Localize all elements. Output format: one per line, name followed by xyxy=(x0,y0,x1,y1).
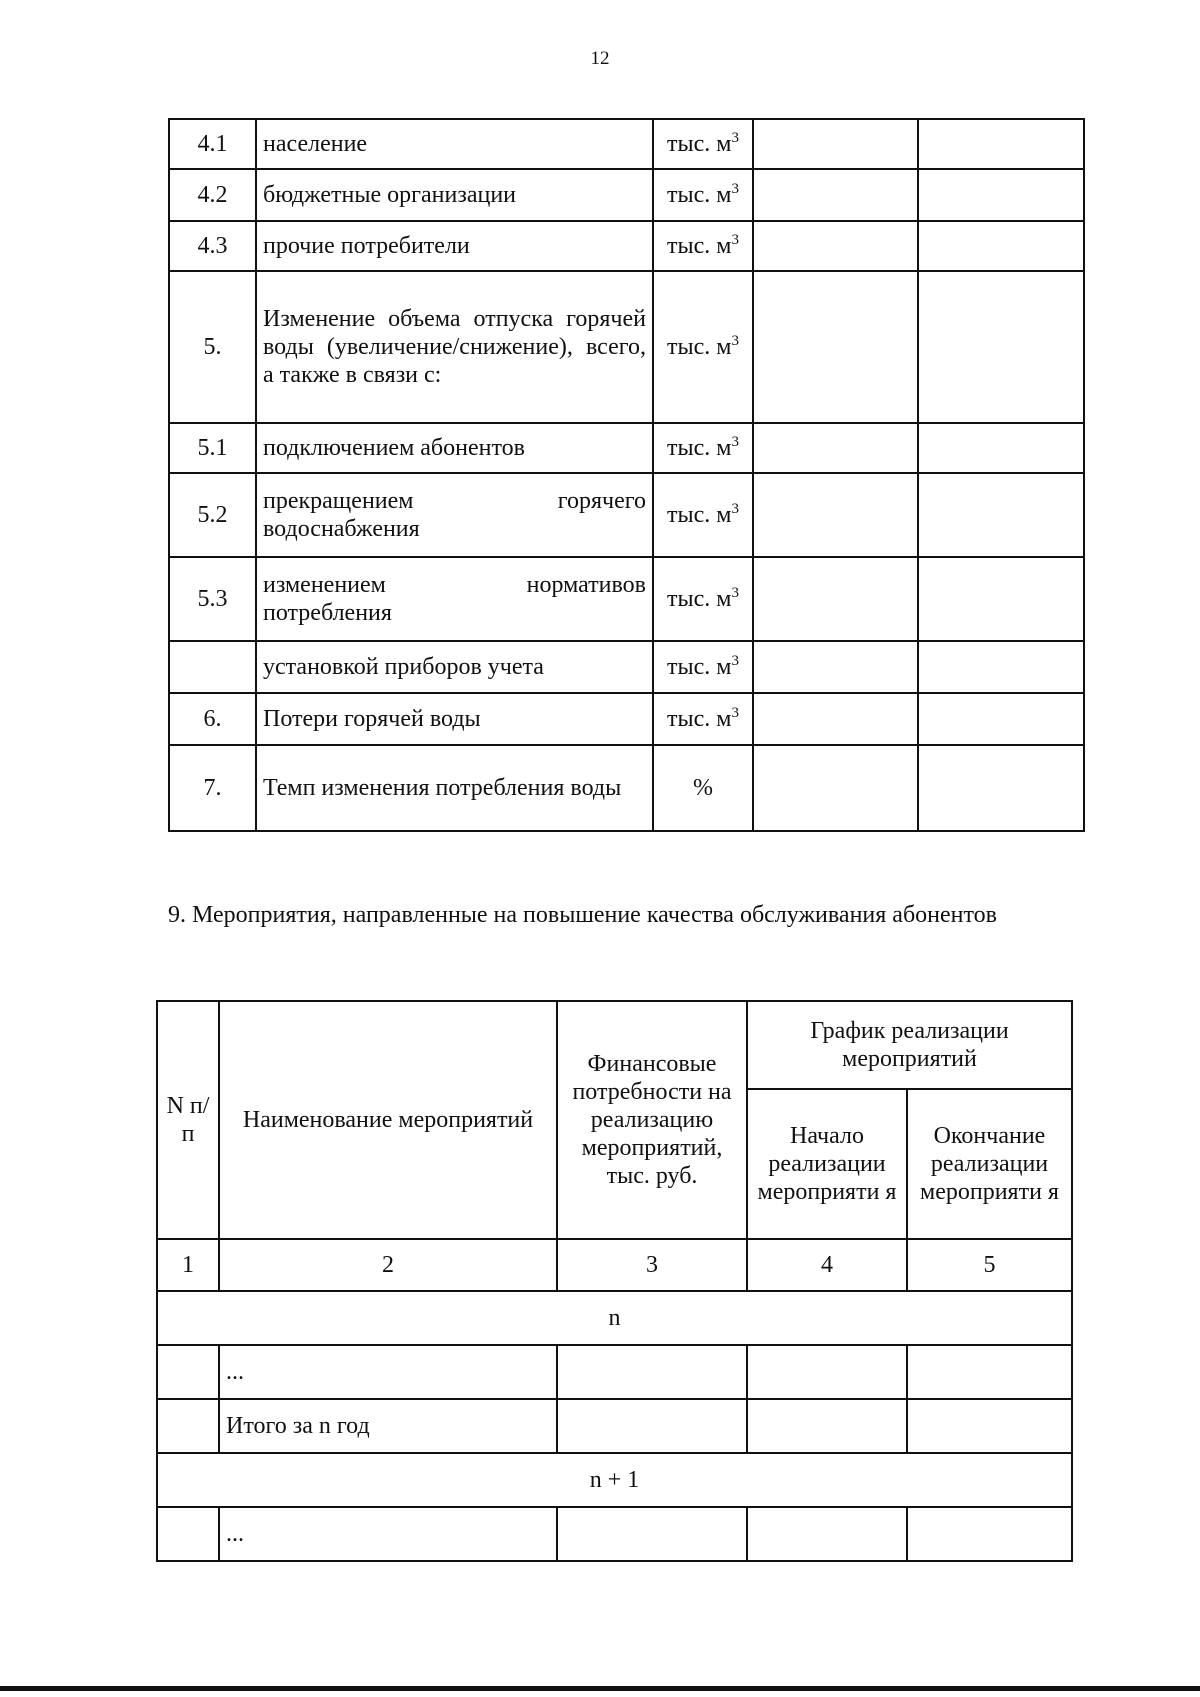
empty-cell xyxy=(753,423,918,473)
empty-cell xyxy=(753,271,918,423)
header-schedule: График реализации мероприятий xyxy=(747,1001,1072,1089)
empty-cell xyxy=(918,119,1084,169)
page-number: 12 xyxy=(590,48,610,69)
empty-cell xyxy=(557,1399,747,1453)
empty-cell xyxy=(918,693,1084,745)
column-number: 4 xyxy=(747,1239,907,1291)
column-number: 3 xyxy=(557,1239,747,1291)
empty-cell xyxy=(753,641,918,693)
empty-cell xyxy=(753,745,918,831)
row-unit: тыс. $м^3$ xyxy=(653,557,753,641)
row-name: население xyxy=(256,119,653,169)
group-row xyxy=(157,1453,1072,1507)
table-row xyxy=(169,271,1084,423)
table-row xyxy=(169,641,1084,693)
column-numbers-row xyxy=(157,1239,1072,1291)
table-row xyxy=(157,1507,1072,1561)
empty-cell xyxy=(918,221,1084,271)
table-row xyxy=(169,119,1084,169)
column-number: 2 xyxy=(219,1239,557,1291)
header-end: Окончание реализации мероприяти я xyxy=(907,1089,1072,1239)
empty-cell xyxy=(753,169,918,221)
row-name: подключением абонентов xyxy=(256,423,653,473)
row-number: 5. xyxy=(169,271,256,423)
row-name: Изменение объема отпуска горячей воды (увеличение/снижение), всего, а также в связи с: xyxy=(256,271,653,423)
empty-cell xyxy=(753,473,918,557)
water-consumption-table xyxy=(168,118,1085,832)
row-name: прочие потребители xyxy=(256,221,653,271)
row-name: установкой приборов учета xyxy=(256,641,653,693)
empty-cell xyxy=(557,1345,747,1399)
table-row xyxy=(169,693,1084,745)
empty-cell xyxy=(907,1507,1072,1561)
empty-cell xyxy=(747,1507,907,1561)
row-name: ... xyxy=(219,1345,557,1399)
row-number: 4.3 xyxy=(169,221,256,271)
table-row xyxy=(169,557,1084,641)
row-unit: тыс. $м^3$ xyxy=(653,473,753,557)
row-unit: тыс. $м^3$ xyxy=(653,641,753,693)
header-finance: Финансовые потребности на реализацию мероприятий, тыс. руб. xyxy=(557,1001,747,1239)
row-number: 4.1 xyxy=(169,119,256,169)
row-name: ... xyxy=(219,1507,557,1561)
empty-cell xyxy=(157,1345,219,1399)
row-unit: тыс. $м^3$ xyxy=(653,693,753,745)
empty-cell xyxy=(157,1399,219,1453)
table-row xyxy=(169,169,1084,221)
empty-cell xyxy=(907,1399,1072,1453)
empty-cell xyxy=(918,557,1084,641)
row-number: 6. xyxy=(169,693,256,745)
empty-cell xyxy=(918,473,1084,557)
row-name: изменением нормативов потребления xyxy=(256,557,653,641)
group-label: n + 1 xyxy=(157,1453,1072,1507)
column-number: 1 xyxy=(157,1239,219,1291)
header-num: N п/п xyxy=(157,1001,219,1239)
row-unit: тыс. $м^3$ xyxy=(653,423,753,473)
table-row xyxy=(169,473,1084,557)
empty-cell xyxy=(557,1507,747,1561)
empty-cell xyxy=(753,119,918,169)
header-start: Начало реализации мероприяти я xyxy=(747,1089,907,1239)
table-row xyxy=(169,221,1084,271)
row-name: Итого за n год xyxy=(219,1399,557,1453)
row-unit: тыс. $м^3$ xyxy=(653,119,753,169)
header-name: Наименование мероприятий xyxy=(219,1001,557,1239)
group-row xyxy=(157,1291,1072,1345)
row-number: 7. xyxy=(169,745,256,831)
measures-table xyxy=(156,1000,1073,1562)
row-unit: % xyxy=(653,745,753,831)
header-row xyxy=(157,1001,1072,1089)
row-name: Темп изменения потребления воды xyxy=(256,745,653,831)
table-row xyxy=(169,745,1084,831)
empty-cell xyxy=(157,1507,219,1561)
empty-cell xyxy=(907,1345,1072,1399)
row-unit: тыс. $м^3$ xyxy=(653,271,753,423)
scan-edge-line xyxy=(0,1686,1200,1691)
row-number: 5.3 xyxy=(169,557,256,641)
row-number: 5.1 xyxy=(169,423,256,473)
empty-cell xyxy=(918,745,1084,831)
row-number xyxy=(169,641,256,693)
empty-cell xyxy=(753,693,918,745)
empty-cell xyxy=(918,641,1084,693)
empty-cell xyxy=(747,1399,907,1453)
row-name: Потери горячей воды xyxy=(256,693,653,745)
row-number: 5.2 xyxy=(169,473,256,557)
section-heading: 9. Мероприятия, направленные на повышение качества обслуживания абонентов xyxy=(168,902,997,928)
row-number: 4.2 xyxy=(169,169,256,221)
empty-cell xyxy=(753,221,918,271)
empty-cell xyxy=(918,169,1084,221)
group-label: n xyxy=(157,1291,1072,1345)
row-name: прекращением горячего водоснабжения xyxy=(256,473,653,557)
table-row xyxy=(169,423,1084,473)
empty-cell xyxy=(747,1345,907,1399)
row-unit: тыс. $м^3$ xyxy=(653,221,753,271)
empty-cell xyxy=(918,423,1084,473)
table-row xyxy=(157,1399,1072,1453)
empty-cell xyxy=(753,557,918,641)
column-number: 5 xyxy=(907,1239,1072,1291)
table-row xyxy=(157,1345,1072,1399)
row-name: бюджетные организации xyxy=(256,169,653,221)
empty-cell xyxy=(918,271,1084,423)
row-unit: тыс. $м^3$ xyxy=(653,169,753,221)
